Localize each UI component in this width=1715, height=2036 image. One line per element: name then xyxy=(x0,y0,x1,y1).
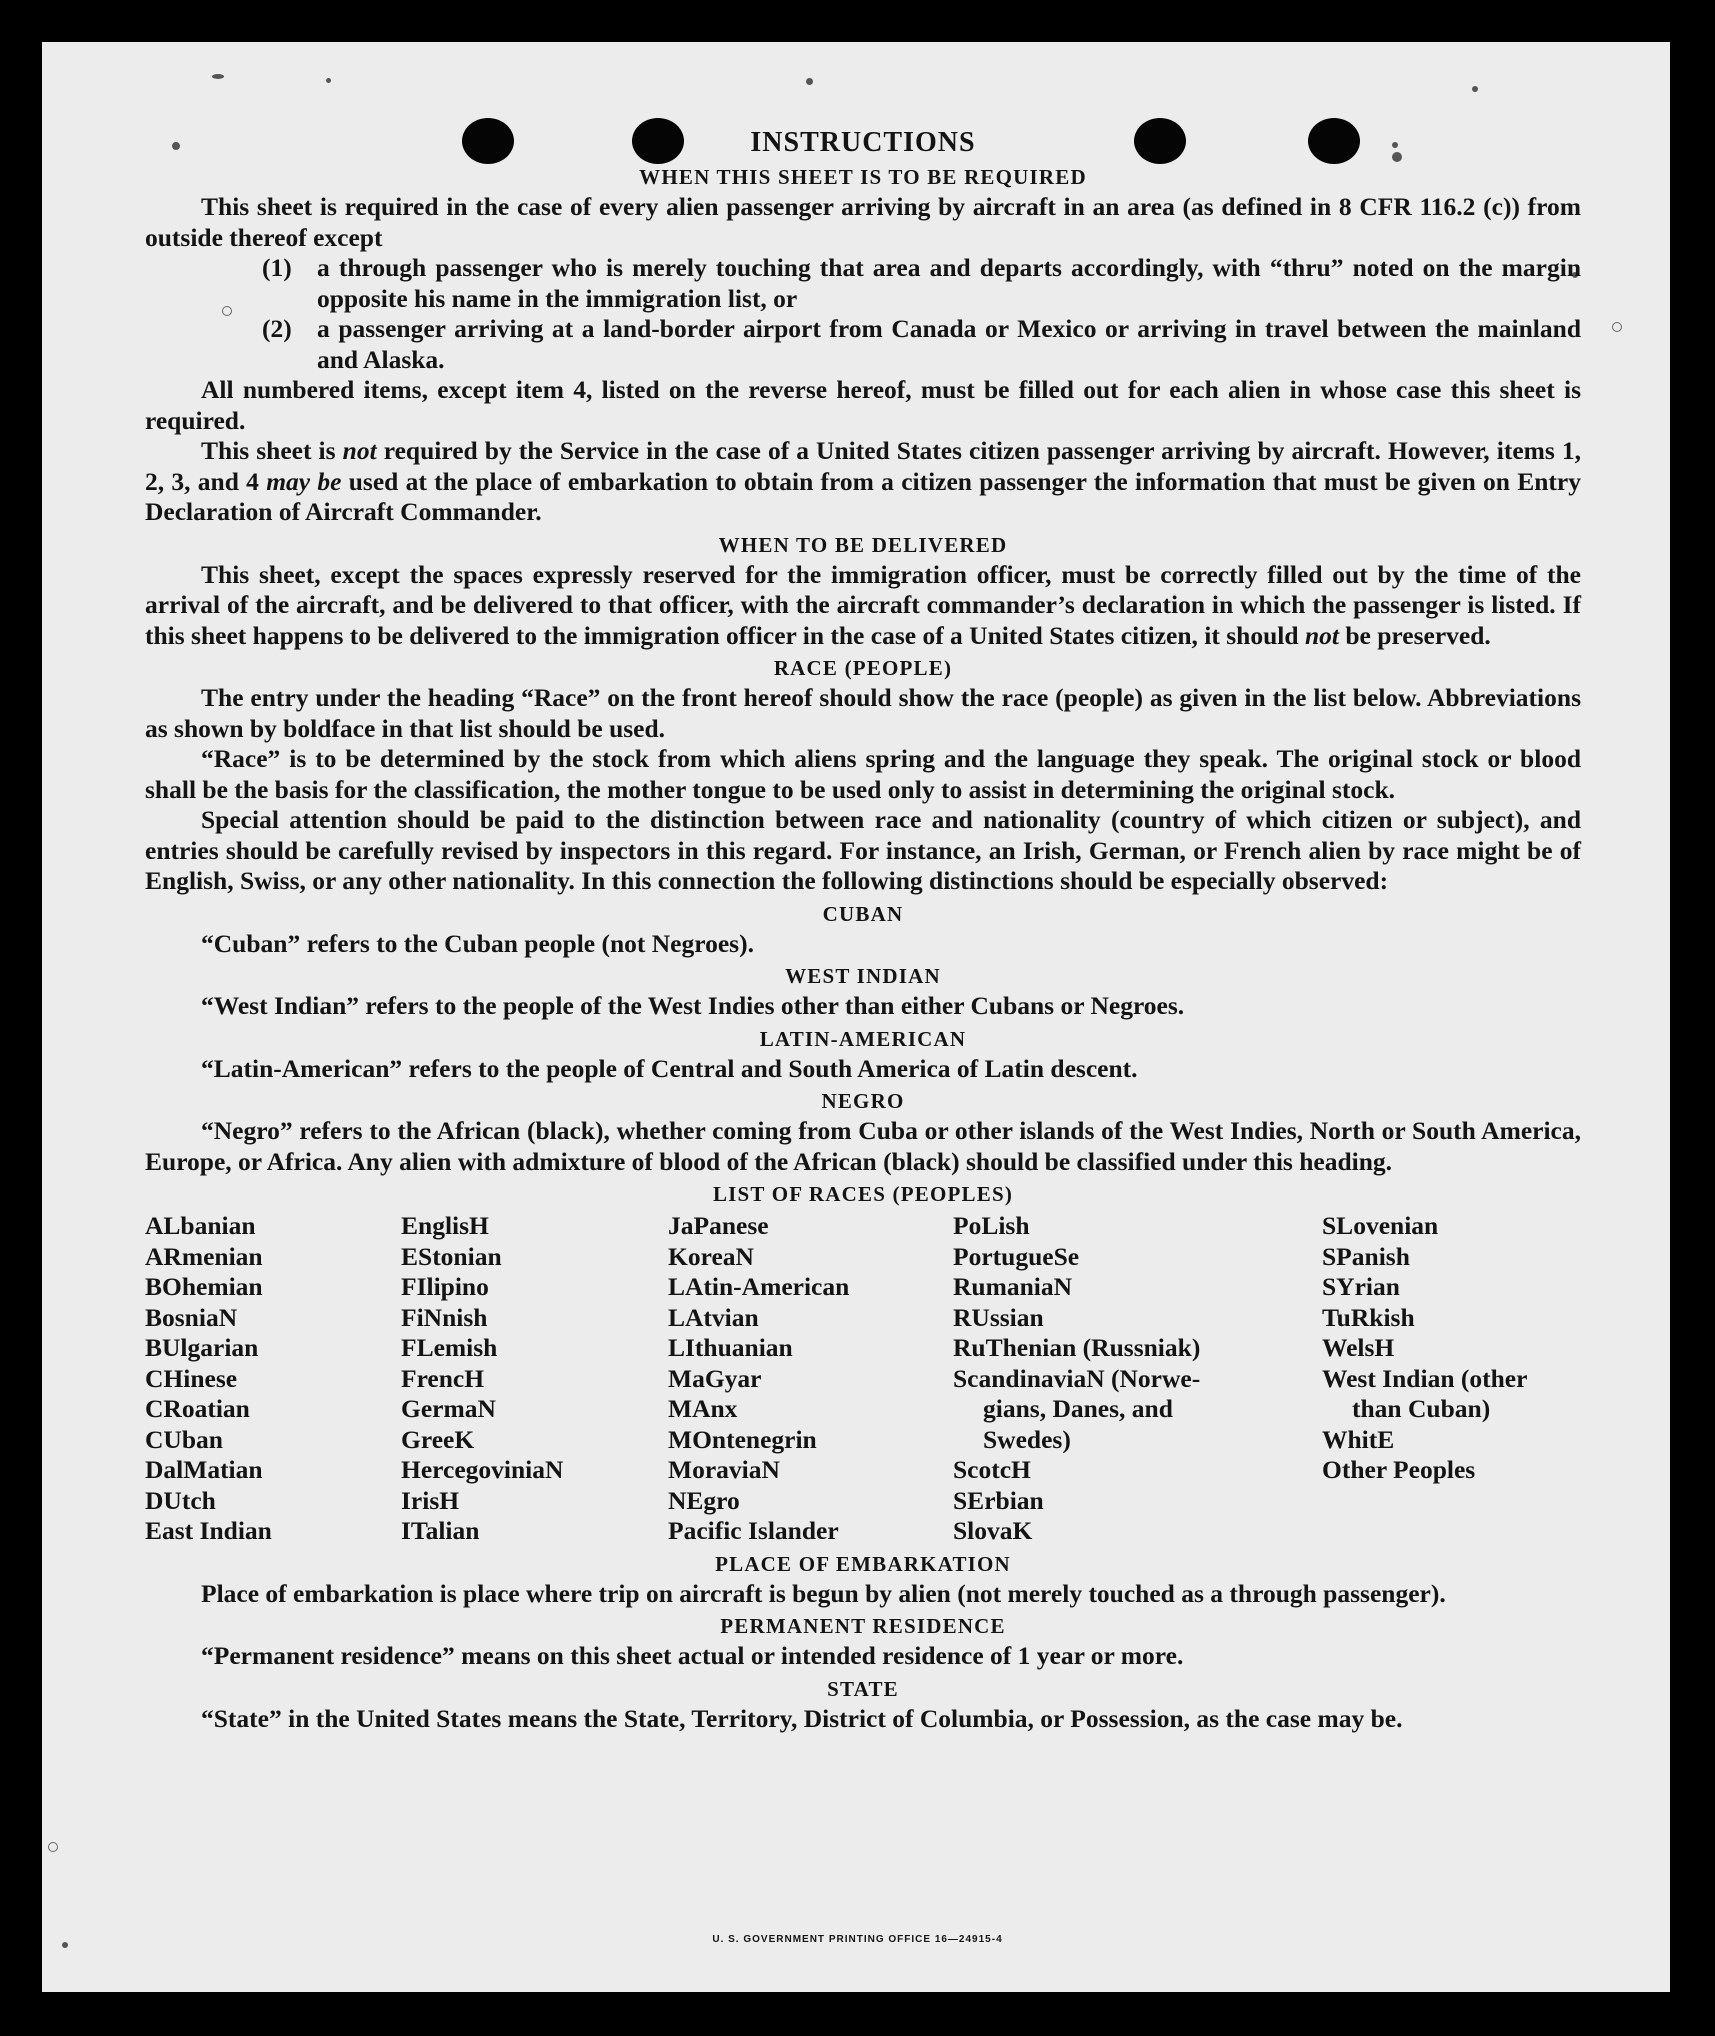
paragraph-latin-american: “Latin-American” refers to the people of Central and South America of Latin descent. xyxy=(201,1053,1138,1083)
emphasis: not xyxy=(1304,620,1339,650)
page-title: INSTRUCTIONS xyxy=(750,127,976,158)
race-entry: SLovenian xyxy=(1322,1211,1439,1240)
speck xyxy=(1612,322,1622,332)
race-entry: LAtvian xyxy=(668,1302,759,1332)
race-entry: MaGyar xyxy=(668,1363,762,1393)
race-entry: ScotcH xyxy=(953,1455,1031,1484)
race-entry: CRoatian xyxy=(145,1394,250,1423)
race-entry: LIthuanian xyxy=(668,1333,793,1362)
text-run: be preserved. xyxy=(1338,620,1491,650)
race-entry: PortugueSe xyxy=(953,1241,1080,1271)
race-entry: BOhemian xyxy=(145,1272,263,1301)
race-entry: BosniaN xyxy=(145,1302,238,1332)
race-entry: WhitE xyxy=(1322,1424,1395,1454)
text-run: used at the place of embarkation to obtain from a citizen passenger the information that must be given on Entry Declaration of Aircraft Commander. xyxy=(145,466,1581,526)
speck xyxy=(48,1842,58,1852)
race-entry: GermaN xyxy=(401,1394,496,1423)
race-entry: WelsH xyxy=(1322,1333,1395,1362)
race-entry: MAnx xyxy=(668,1394,738,1423)
section-heading-when-required: WHEN THIS SHEET IS TO BE REQUIRED xyxy=(639,165,1087,189)
item-text: a through passenger who is merely touching that area and departs accordingly, with “thru” noted on the margin opposite his name in the immigration list, or xyxy=(317,253,1581,313)
race-entry: IrisH xyxy=(401,1485,460,1515)
paragraph-race-3: Special attention should be paid to the distinction between race and nationality (country of which citizen or subject), and entries should be carefully revised by inspectors in this regard. For instance, an Irish, German, or French alien by race might be of English, Swiss, or any other nationality. In this connection the following distinctions should be especially observed: xyxy=(145,805,1581,895)
race-entry: ScandinaviaN (Norwe- xyxy=(953,1363,1201,1393)
race-entry: JaPanese xyxy=(668,1211,769,1240)
exception-item-2 xyxy=(145,314,1581,375)
exception-item-1 xyxy=(145,253,1581,314)
race-entry: CHinese xyxy=(145,1363,238,1393)
paragraph-cuban: “Cuban” refers to the Cuban people (not Negroes). xyxy=(201,928,754,958)
race-entry: FLemish xyxy=(401,1333,498,1362)
section-heading-list-of-races: LIST OF RACES (PEOPLES) xyxy=(712,1182,1014,1206)
race-entry: CUban xyxy=(145,1424,223,1454)
race-entry: SlovaK xyxy=(953,1516,1033,1545)
race-entry: FrencH xyxy=(401,1363,485,1393)
instructions-text xyxy=(145,126,1581,1734)
paragraph-race-2: “Race” is to be determined by the stock from which aliens spring and the language they speak. The original stock or blood shall be the basis for the classification, the mother tongue to be used only to assist in determining the original stock. xyxy=(145,744,1581,804)
race-entry: FiNnish xyxy=(401,1302,488,1332)
race-entry: than Cuban) xyxy=(1352,1394,1491,1423)
speck xyxy=(806,78,813,85)
races-column-3 xyxy=(668,1211,953,1547)
races-column-5 xyxy=(1322,1211,1581,1547)
race-entry: ARmenian xyxy=(145,1241,263,1271)
speck xyxy=(212,74,224,79)
race-entry: DUtch xyxy=(145,1485,216,1515)
race-entry: ALbanian xyxy=(145,1211,256,1240)
printer-imprint: U. S. GOVERNMENT PRINTING OFFICE 16—24915-4 xyxy=(712,1934,1003,1945)
emphasis: not xyxy=(342,436,377,465)
emphasis: may be xyxy=(266,466,342,496)
races-list xyxy=(145,1211,1581,1547)
race-entry: TuRkish xyxy=(1322,1302,1415,1332)
paragraph-negro: “Negro” refers to the African (black), whether coming from Cuba or other islands of the West Indies, North or South America, Europe, or Africa. Any alien with admixture of blood of the African (black) should be classified under this heading. xyxy=(145,1116,1581,1176)
item-number: (2) xyxy=(262,314,292,343)
paragraph-west-indian: “West Indian” refers to the people of the West Indies other than either Cubans or Negroes. xyxy=(201,991,1185,1020)
races-column-1 xyxy=(145,1211,401,1547)
section-heading-negro: NEGRO xyxy=(821,1089,905,1113)
race-entry: MoraviaN xyxy=(668,1455,780,1484)
race-entry: ITalian xyxy=(401,1516,480,1545)
paragraph-numbered-items: All numbered items, except item 4, listed on the reverse hereof, must be filled out for each alien in whose case this sheet is required. xyxy=(145,375,1581,435)
race-entry: RUssian xyxy=(953,1302,1044,1332)
race-entry: Swedes) xyxy=(983,1424,1071,1454)
race-entry: RumaniaN xyxy=(953,1272,1073,1301)
section-heading-place-of-embarkation: PLACE OF EMBARKATION xyxy=(715,1551,1011,1576)
race-entry: DalMatian xyxy=(145,1455,263,1484)
race-entry: EnglisH xyxy=(401,1211,489,1240)
section-heading-permanent-residence: PERMANENT RESIDENCE xyxy=(720,1614,1006,1638)
races-column-2 xyxy=(401,1211,668,1547)
paragraph-intro: This sheet is required in the case of every alien passenger arriving by aircraft in an area (as defined in 8 CFR 116.2 (c)) from outside thereof except xyxy=(145,192,1581,252)
paragraph-state: “State” in the United States means the State, Territory, District of Columbia, or Possession, as the case may be. xyxy=(201,1703,1403,1733)
paragraph-race-1: The entry under the heading “Race” on the front hereof should show the race (people) as given in the list below. Abbreviations as shown by boldface in that list should be used. xyxy=(145,683,1581,743)
item-number: (1) xyxy=(262,253,292,282)
speck xyxy=(1472,86,1478,92)
race-entry: BUlgarian xyxy=(145,1333,259,1362)
race-entry: MOntenegrin xyxy=(668,1424,817,1454)
paragraph-delivery xyxy=(145,560,1581,652)
race-entry: Pacific Islander xyxy=(668,1516,839,1545)
section-heading-when-delivered: WHEN TO BE DELIVERED xyxy=(718,532,1008,557)
section-heading-west-indian: WEST INDIAN xyxy=(785,964,941,988)
race-entry: gians, Danes, and xyxy=(983,1394,1173,1423)
text-run: This sheet, except the spaces expressly reserved for the immigration officer, must be correctly filled out by the time of the arrival of the aircraft, and be delivered to that officer, with the aircraft commander’s declaration in which the passenger is listed. If this sheet happens to be delivered to the immigration officer in the case of a United States citizen, it should xyxy=(145,559,1581,650)
race-entry: SYrian xyxy=(1322,1272,1400,1301)
race-entry: West Indian (other xyxy=(1322,1363,1528,1393)
section-heading-state: STATE xyxy=(827,1676,899,1701)
race-entry: EStonian xyxy=(401,1241,502,1271)
speck xyxy=(326,78,331,83)
race-entry: East Indian xyxy=(145,1516,272,1545)
race-entry: PoLish xyxy=(953,1211,1030,1240)
section-heading-race: RACE (PEOPLE) xyxy=(773,656,953,680)
paragraph-permanent-residence: “Permanent residence” means on this sheet actual or intended residence of 1 year or more. xyxy=(201,1641,1184,1670)
races-column-4 xyxy=(953,1211,1322,1547)
race-entry: SPanish xyxy=(1322,1241,1410,1271)
race-entry: NEgro xyxy=(668,1485,740,1515)
section-heading-latin-american: LATIN-AMERICAN xyxy=(759,1026,967,1051)
section-heading-cuban: CUBAN xyxy=(822,901,904,926)
race-entry: FIlipino xyxy=(401,1272,489,1301)
item-text: a passenger arriving at a land-border airport from Canada or Mexico or arriving in travel between the mainland and Alaska. xyxy=(317,314,1581,374)
race-entry: LAtin-American xyxy=(668,1272,850,1301)
text-run: required by the Service in the case of a United States citizen passenger arriving by aircraft. However, items 1, 2, 3, and 4 xyxy=(145,436,1581,496)
paragraph-citizen xyxy=(145,436,1581,528)
paragraph-place-of-embarkation: Place of embarkation is place where trip on aircraft is begun by alien (not merely touched as a through passenger). xyxy=(201,1578,1446,1608)
race-entry: RuThenian (Russniak) xyxy=(953,1333,1201,1362)
race-entry: KoreaN xyxy=(668,1241,754,1271)
race-entry: GreeK xyxy=(401,1424,475,1454)
text-run: This sheet is xyxy=(201,436,343,465)
race-entry: HercegoviniaN xyxy=(401,1455,564,1484)
race-entry: SErbian xyxy=(953,1485,1044,1515)
race-entry: Other Peoples xyxy=(1322,1455,1476,1484)
